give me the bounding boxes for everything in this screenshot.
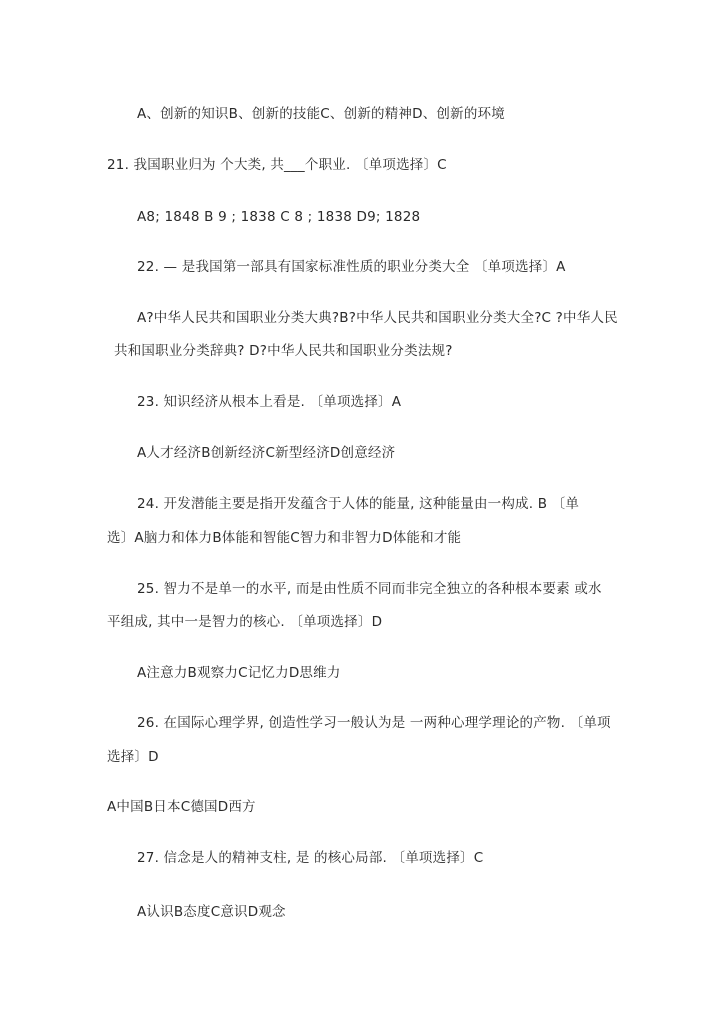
q25-options: A注意力B观察力C记忆力D思维力 <box>137 665 341 681</box>
q25-question-line1: 25. 智力不是单一的水平, 而是由性质不同而非完全独立的各种根本要素 或水 <box>137 581 602 597</box>
q23-options: A人才经济B创新经济C新型经济D创意经济 <box>137 445 396 461</box>
q26-question-line1: 26. 在国际心理学界, 创造性学习一般认为是 一两种心理学理论的产物. 〔单项 <box>137 715 611 731</box>
q23-question: 23. 知识经济从根本上看是. 〔单项选择〕A <box>137 394 402 410</box>
q27-options: A认识B态度C意识D观念 <box>137 904 286 920</box>
q26-options: A中国B日本C德国D西方 <box>107 799 256 815</box>
q26-question-line2: 选择〕D <box>107 749 159 765</box>
q21-question: 21. 我国职业归为 个大类, 共___个职业. 〔单项选择〕C <box>107 157 447 173</box>
q22-question: 22. — 是我国第一部具有国家标准性质的职业分类大全 〔单项选择〕A <box>137 259 566 275</box>
q24-question-line2: 选〕A脑力和体力B体能和智能C智力和非智力D体能和才能 <box>107 530 462 546</box>
q27-question: 27. 信念是人的精神支柱, 是 的核心局部. 〔单项选择〕C <box>137 850 484 866</box>
q21-options: A8; 1848 B 9 ; 1838 C 8 ; 1838 D9; 1828 <box>137 209 421 225</box>
q25-question-line2: 平组成, 其中一是智力的核心. 〔单项选择〕D <box>107 614 383 630</box>
q24-question-line1: 24. 开发潜能主要是指开发蕴含于人体的能量, 这种能量由一构成. B 〔单 <box>137 496 580 512</box>
q22-options-line1: A?中华人民共和国职业分类大典?B?中华人民共和国职业分类大全?C ?中华人民 <box>137 310 618 326</box>
q20-options: A、创新的知识B、创新的技能C、创新的精神D、创新的环境 <box>137 106 505 122</box>
q22-options-line2: 共和国职业分类辞典? D?中华人民共和国职业分类法规? <box>114 343 453 359</box>
